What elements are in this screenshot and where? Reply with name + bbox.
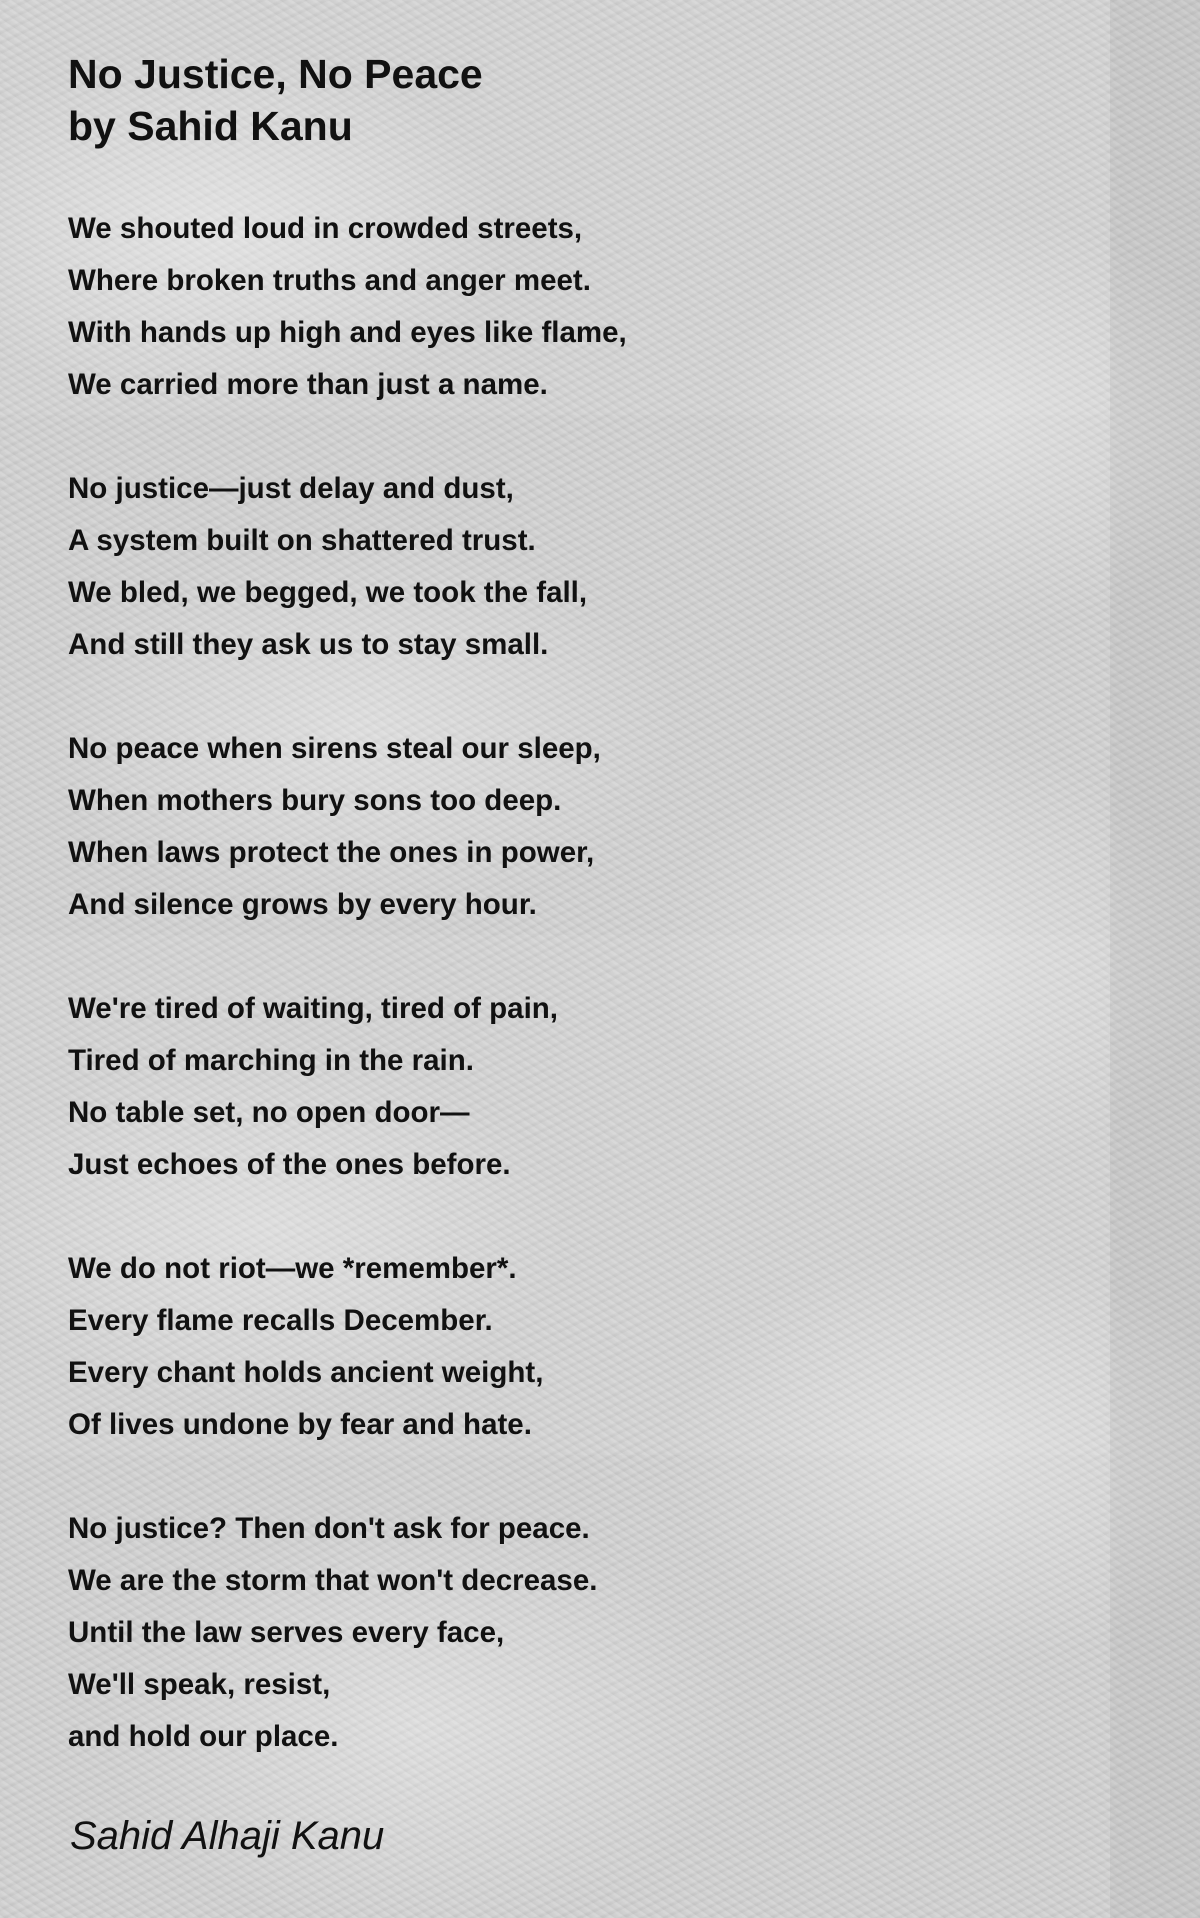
poem-title: No Justice, No Peace — [68, 51, 483, 97]
poem-line: Where broken truths and anger meet. — [68, 264, 591, 297]
poem-line: We bled, we begged, we took the fall, — [68, 576, 588, 609]
poem-line: We carried more than just a name. — [68, 368, 548, 401]
poem-line: A system built on shattered trust. — [68, 524, 536, 557]
poem-line: We shouted loud in crowded streets, — [68, 212, 583, 245]
poem-line: Tired of marching in the rain. — [68, 1044, 474, 1077]
poem-line: Every flame recalls December. — [68, 1304, 493, 1337]
poem-line: We are the storm that won't decrease. — [68, 1564, 598, 1597]
poem-body — [68, 203, 1128, 1763]
poem-line: We're tired of waiting, tired of pain, — [68, 992, 558, 1025]
poem-line: When laws protect the ones in power, — [68, 836, 595, 869]
stanza — [68, 983, 1128, 1191]
poem-line: No justice? Then don't ask for peace. — [68, 1512, 590, 1545]
stanza — [68, 1503, 1128, 1763]
poem-line: And silence grows by every hour. — [68, 888, 537, 921]
poem-line: Just echoes of the ones before. — [68, 1148, 511, 1181]
poem-line: We do not riot—we *remember*. — [68, 1252, 517, 1285]
stanza — [68, 723, 1128, 931]
stanza — [68, 203, 1128, 411]
poem-line: No peace when sirens steal our sleep, — [68, 732, 601, 765]
poem-line: No table set, no open door— — [68, 1096, 470, 1129]
stanza — [68, 1243, 1128, 1451]
poem-byline: by Sahid Kanu — [68, 103, 353, 149]
poem-line: When mothers bury sons too deep. — [68, 784, 562, 817]
poem-line: and hold our place. — [68, 1720, 339, 1753]
poem-line: Until the law serves every face, — [68, 1616, 505, 1649]
poem-line: Of lives undone by fear and hate. — [68, 1408, 532, 1441]
poem-line: Every chant holds ancient weight, — [68, 1356, 544, 1389]
poem-line: We'll speak, resist, — [68, 1668, 331, 1701]
stanza — [68, 463, 1128, 671]
poem-line: With hands up high and eyes like flame, — [68, 316, 627, 349]
poem-line: No justice—just delay and dust, — [68, 472, 514, 505]
author-signature: Sahid Alhaji Kanu — [70, 1814, 385, 1858]
poem-line: And still they ask us to stay small. — [68, 628, 549, 661]
poem-container — [68, 48, 1128, 1815]
poem-heading — [68, 48, 1128, 152]
